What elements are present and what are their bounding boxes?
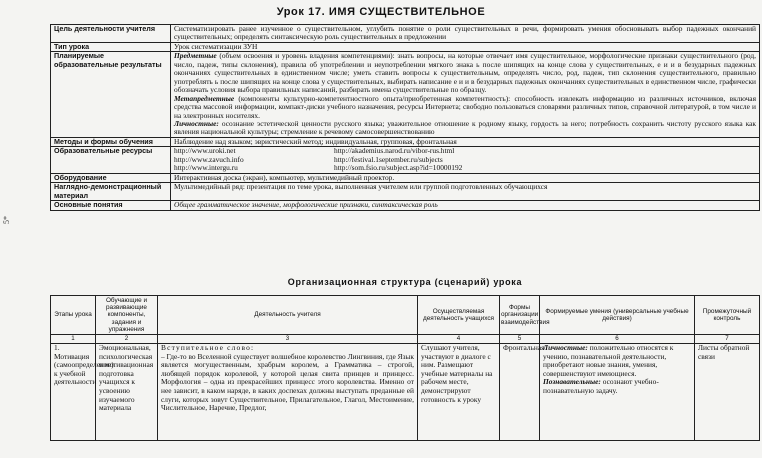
column-number: 3	[158, 335, 418, 344]
meta-results-text: (компоненты культурно-компетентностного опыта/приобретенная компетентность): способность извлекать информацию из различных источников, включая средства массовой информации, компакт-диски учебного назначения, ресурсы Интернета; свободно пользоваться словарями различных типов, справочной литературой, в том числе и на электронных носителях.	[174, 93, 756, 120]
skills-personal	[543, 344, 691, 378]
column-number: 4	[418, 335, 500, 344]
concepts-label: Основные понятия	[51, 201, 171, 210]
skills-cognitive-title: Познавательные:	[543, 377, 601, 387]
goal-label: Цель деятельности учителя	[51, 25, 171, 43]
resource-link[interactable]: http://www.intergu.ru	[174, 163, 238, 173]
skills-personal-text: положительно относятся к учению, познавательной деятельности, приобретают новые знания, умения, совершенствуют имеющиеся.	[543, 343, 674, 378]
visual-material-label: Наглядно-демонстрационный материал	[51, 183, 171, 201]
personal-results	[174, 120, 756, 137]
resources-row	[51, 147, 760, 173]
resource-link[interactable]: http://www.uroki.net	[174, 146, 236, 156]
page-side-mark: 5*	[2, 216, 11, 224]
subject-results-text: (объем освоения и уровень владения компетенциями): знать вопросы, на которые отвечает имя существительное, морфологические признаки существительного (род, число, падеж, типы склонения), правила об употреблении и неупотреблении мягкого знака ь после шипящих на конце слова у существительных, е и и в безударных падежных окончаниях существительных в единственном числе; уметь ставить вопросы к существительным, определять число, род, падеж, тип склонения существительного, правильно употреблять ь после шипящих на конце слова у существительных, выбирать написание е и и в безударных падежных окончаниях существительных в единственном числе, графически обозначать условия выбора правильных написаний, разбирать имена существительные по образцу.	[174, 51, 756, 95]
concepts-row	[51, 201, 760, 210]
visual-material-text: Мультимедийный ряд: презентация по теме урока, выполненная учителем или группой подготовленных обучающихся	[171, 183, 760, 201]
equipment-label: Оборудование	[51, 173, 171, 182]
results-row	[51, 52, 760, 138]
students-cell: Слушают учителя, участвуют в диалоге с ним. Размещают учебные материалы на рабочем месте, демонстрируют готовность к уроку	[418, 344, 500, 441]
column-number: 5	[500, 335, 540, 344]
structure-row-motivation	[51, 344, 760, 441]
header-stage: Этапы урока	[51, 296, 96, 335]
results-label: Планируемые образовательные результаты	[51, 52, 171, 138]
header-forms: Формы организации взаимодействия	[500, 296, 540, 335]
personal-results-text: осознание эстетической ценности русского языка; уважительное отношение к родному языку, гордость за него; потребность сохранить чистоту русского языка как явления национальной культуры; стремление к речевому самосовершенствованию	[174, 118, 756, 137]
stage-cell: 1. Мотивация (самоопределение) к учебной деятельности	[51, 344, 96, 441]
structure-table	[50, 295, 760, 441]
skills-cell	[540, 344, 695, 441]
structure-header-row	[51, 296, 760, 335]
resources-label: Образовательные ресурсы	[51, 147, 171, 173]
goal-text: Систематизировать ранее изученное о существительном, углубить понятие о роли существительных в речи, формировать умения обосновывать выбор падежных окончаний существительных; определять синтаксическую роль существительных в предложении	[171, 25, 760, 43]
resource-link[interactable]: http://som.fsio.ru/subject.asp?id=10000192	[334, 163, 463, 173]
header-students: Осуществляемая деятельность учащихся	[418, 296, 500, 335]
resource-link[interactable]: http://festival.1september.ru/subjects	[334, 154, 443, 164]
concepts-text: Общее грамматическое значение, морфологические признаки, синтаксическая роль	[171, 201, 760, 210]
resource-link[interactable]: http://akademius.narod.ru/vibor-rus.html	[334, 146, 455, 156]
meta-results-title: Метапредметные	[174, 93, 235, 103]
results-text	[171, 52, 760, 138]
header-control: Промежуточный контроль	[695, 296, 760, 335]
goal-row	[51, 25, 760, 43]
lesson-title: Урок 17. ИМЯ СУЩЕСТВИТЕЛЬНОЕ	[276, 6, 486, 18]
personal-results-title: Личностные:	[174, 118, 219, 128]
type-label: Тип урока	[51, 42, 171, 51]
column-number: 1	[51, 335, 96, 344]
structure-title: Организационная структура (сценарий) урока	[287, 277, 523, 287]
visual-material-row	[51, 183, 760, 201]
column-number: 6	[540, 335, 695, 344]
skills-cognitive	[543, 378, 691, 395]
teacher-heading: Вступительное слово:	[161, 343, 255, 352]
control-cell: Листы обратной связи	[695, 344, 760, 441]
teacher-cell	[158, 344, 418, 441]
subject-results-title: Предметные	[174, 51, 217, 61]
methods-text: Наблюдение над языком; эвристический метод; индивидуальная, групповая, фронтальная	[171, 137, 760, 146]
type-text: Урок систематизации ЗУН	[171, 42, 760, 51]
methods-label: Методы и формы обучения	[51, 137, 171, 146]
equipment-text: Интерактивная доска (экран), компьютер, мультимедийный проектор.	[171, 173, 760, 182]
forms-cell: Фронтальная	[500, 344, 540, 441]
header-components: Обучающие и развивающие компоненты, задания и упражнения	[96, 296, 158, 335]
skills-cognitive-text: осознают учебно-познавательную задачу.	[543, 377, 659, 395]
skills-personal-title: Личностные:	[543, 343, 588, 352]
teacher-text: – Где-то во Вселенной существует волшебное королевство Лингвиния, где Язык является могущественным, храбрым королем, а Грамматика – строгой, любящей порядок королевой, у которой целая свита принцев и принцесс. Морфология – одна из прекрасейших принцесс этого королевства. Именно от нее зависит, в каком наряде, в каких доспехах должны выступать преданные ей слуги, которых зовут Существительное, Прилагательное, Глагол, Местоимение, Числительное, Наречие, Предлог,	[161, 351, 414, 413]
header-skills: Формируемые умения (универсальные учебные действия)	[540, 296, 695, 335]
column-number: 2	[96, 335, 158, 344]
header-teacher: Деятельность учителя	[158, 296, 418, 335]
subject-results	[174, 52, 756, 94]
resources-list	[171, 147, 760, 173]
column-number: 7	[695, 335, 760, 344]
lesson-overview-table	[50, 24, 760, 211]
resource-link[interactable]: http://www.zavuch.info	[174, 154, 244, 164]
meta-results	[174, 95, 756, 120]
components-cell: Эмоциональная, психологическая и мотивационная подготовка учащихся к усвоению изучаемого материала	[96, 344, 158, 441]
